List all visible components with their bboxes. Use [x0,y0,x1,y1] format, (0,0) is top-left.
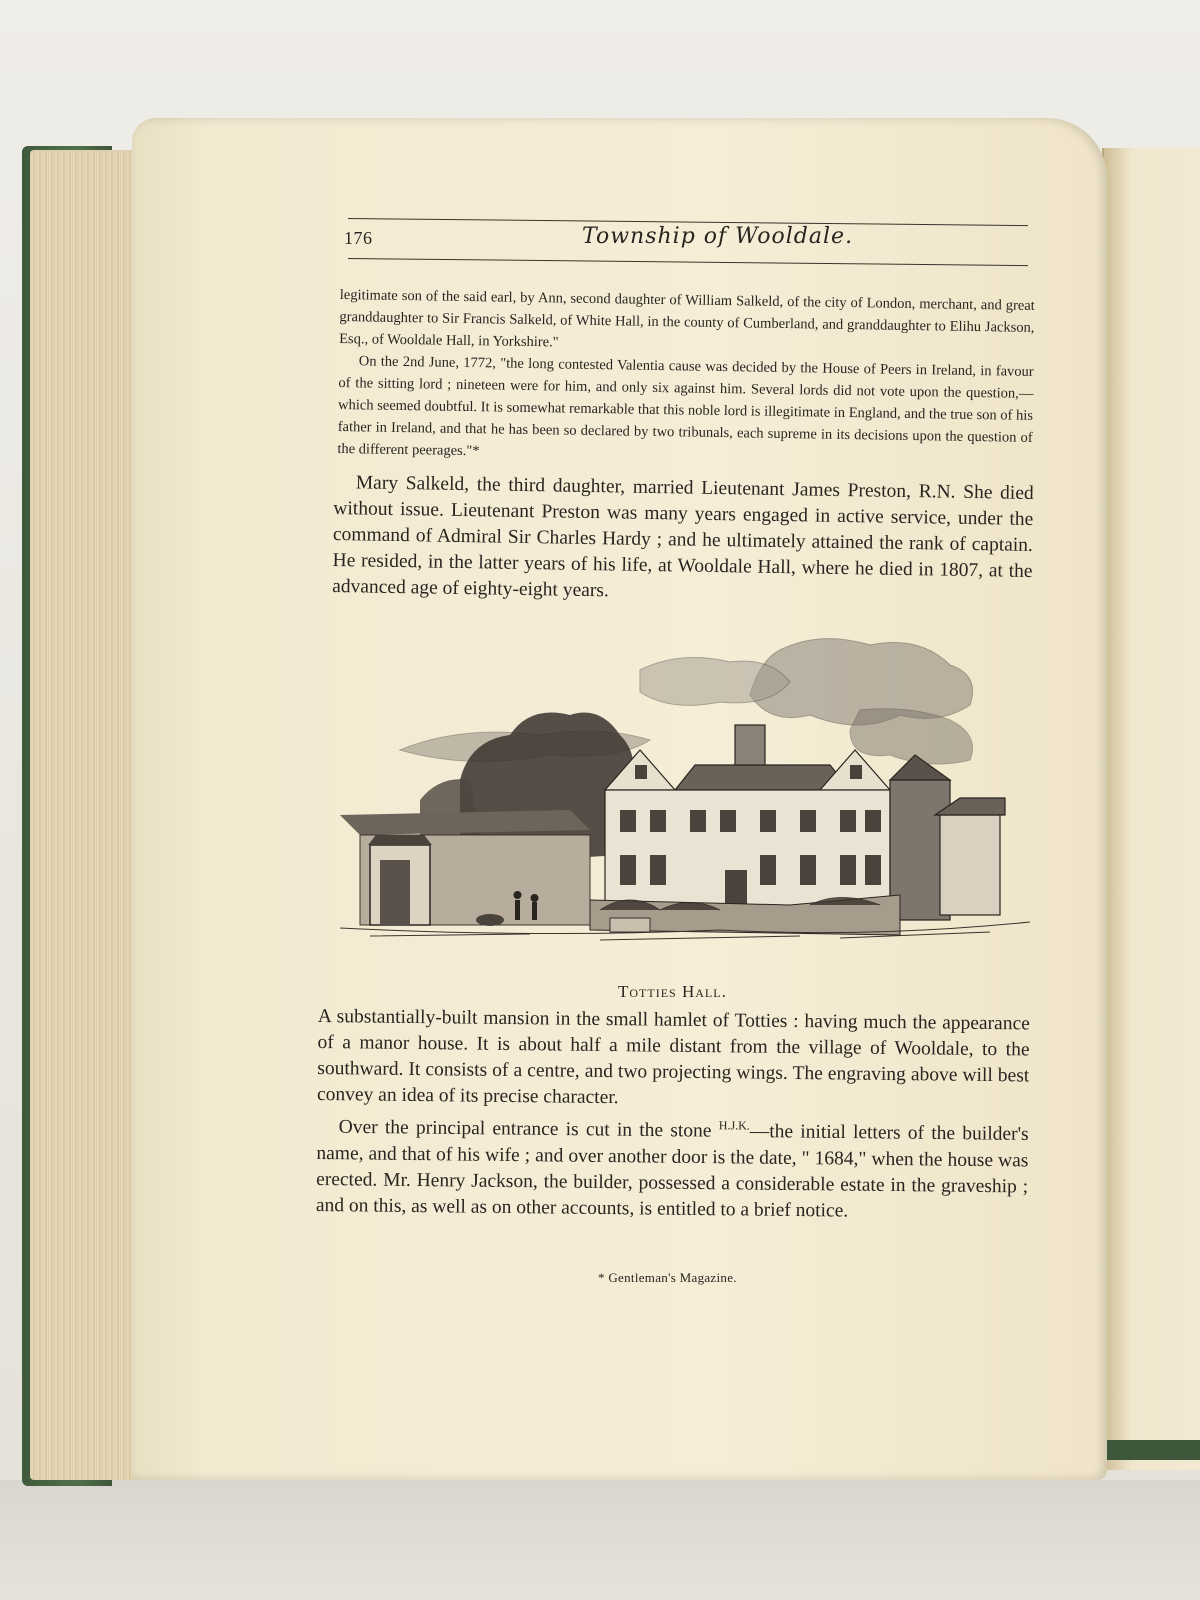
facing-page-edge [1102,148,1200,1470]
body-text-block [332,470,1034,611]
running-header [340,224,1040,260]
engraving-illustration [340,630,1030,970]
body-paragraph-1: Mary Salkeld, the third daughter, married Lieutenant James Preston, R.N. She died without issue. Lieutenant Preston was many years engaged in active service, under the command of Admiral Sir Charles Hardy ; and he ultimately attained the rank of captain. He resided, in the latter years of his life, at Wooldale Hall, where he died in 1807, at the advanced age of eighty-eight years. [332,472,1034,602]
illustration-caption: Totties Hall. [618,982,727,1001]
paragraph-2-start: Over the principal entrance is cut in the stone [338,1116,712,1142]
description-text-block [316,1004,1030,1226]
outbuilding-barn [340,810,590,925]
small-print-block [337,284,1035,471]
small-paragraph-1: legitimate son of the said earl, by Ann, second daughter of William Salkeld, of the city of London, merchant, and great granddaughter to Sir Francis Salkeld, of White Hall, in the county of Cumberland, and granddaughter to Elihu Jackson, Esq., of Wooldale Hall, in Yorkshire." [339,286,1035,351]
running-title: Township of Wooldale. [582,224,854,249]
small-paragraph-2: On the 2nd June, 1772, "the long contested Valentia cause was decided by the House of Peers in Ireland, in favour of the sitting lord ; nineteen were for him, and only six against him. Several lords did not vote upon the question,—which seemed doubtful. It is somewhat remarkable that this noble lord is illegitimate in England, and the true son of his father in Ireland, and that he has been so declared by two tribunals, each supreme in its decisions upon the question of the different peerages."* [337,353,1034,460]
book-cover-right [1100,1440,1200,1460]
description-paragraph-2 [316,1108,1029,1226]
page-number: 176 [344,228,373,248]
description-paragraph-1: A substantially-built mansion in the small hamlet of Totties : having much the appearance of a manor house. It is about half a mile distant from the village of Wooldale, to the southward. It consists of a centre, and two projecting wings. The engraving above will best convey an idea of its precise character. [316,1005,1030,1109]
footnote: * Gentleman's Magazine. [598,1270,737,1285]
initials-mark: H.J.K. [718,1118,750,1133]
table-surface [0,1480,1200,1600]
paragraph-2-end: —the initial letters of the builder's name, and that of his wife ; and over another door is the date, " 1684," when the house was erected. Mr. Henry Jackson, the builder, possessed a considerable estate in the graveship ; and on this, as well as on other accounts, is entitled to a brief notice. [315,1121,1029,1222]
